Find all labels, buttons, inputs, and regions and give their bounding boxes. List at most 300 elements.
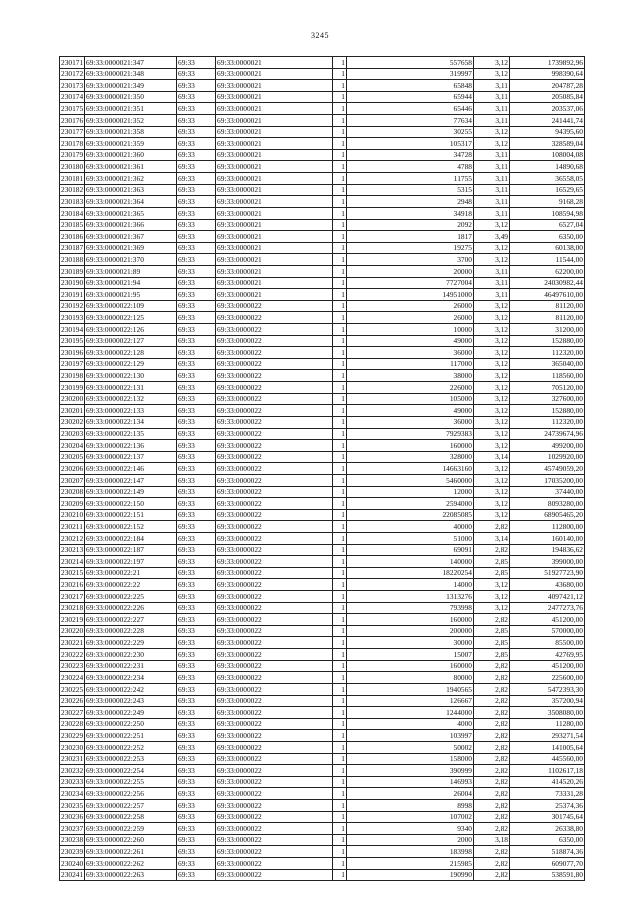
cadastral-number-cell: 69:33:0000022:254 — [85, 765, 177, 777]
object-count-cell: 1 — [333, 602, 347, 614]
object-count-cell: 1 — [333, 428, 347, 440]
specific-value-cell: 3,11 — [474, 149, 510, 161]
cadastral-number-cell: 69:33:0000021:366 — [85, 219, 177, 231]
district-code-cell: 69:33 — [177, 80, 216, 92]
cadastral-number-cell: 69:33:0000021:367 — [85, 231, 177, 243]
cadastral-number-cell: 69:33:0000022:132 — [85, 393, 177, 405]
object-count-cell: 1 — [333, 463, 347, 475]
object-count-cell: 1 — [333, 254, 347, 266]
row-number-cell: 230192 — [61, 301, 84, 311]
specific-value-cell: 3,11 — [474, 173, 510, 185]
table-row — [60, 765, 585, 777]
area-cell: 77634 — [347, 115, 474, 127]
cadastral-value-cell: 60138,00 — [510, 242, 585, 254]
cadastral-number-cell: 69:33:0000022:150 — [85, 498, 177, 510]
table-row — [60, 91, 585, 103]
cadastral-number-cell: 69:33:0000021:349 — [85, 80, 177, 92]
table-row — [60, 614, 585, 626]
cadastral-quarter-cell: 69:33:0000021 — [216, 68, 333, 80]
area-cell: 49000 — [347, 405, 474, 417]
object-count-cell: 1 — [333, 80, 347, 92]
table-row — [60, 474, 585, 486]
cadastral-value-cell: 8093280,00 — [510, 498, 585, 510]
row-number-cell: 230205 — [61, 452, 84, 462]
object-count-cell: 1 — [333, 440, 347, 452]
row-number-cell: 230233 — [61, 777, 84, 787]
district-code-cell: 69:33 — [177, 695, 216, 707]
cadastral-number-cell: 69:33:0000022:230 — [85, 649, 177, 661]
specific-value-cell: 3,12 — [474, 138, 510, 150]
district-code-cell: 69:33 — [177, 312, 216, 324]
object-count-cell: 1 — [333, 207, 347, 219]
cadastral-value-cell: 11544,00 — [510, 254, 585, 266]
object-count-cell: 1 — [333, 741, 347, 753]
district-code-cell: 69:33 — [177, 68, 216, 80]
cadastral-number-cell: 69:33:0000022:147 — [85, 474, 177, 486]
cadastral-quarter-cell: 69:33:0000021 — [216, 254, 333, 266]
area-cell: 14000 — [347, 579, 474, 591]
row-number-cell: 230241 — [61, 870, 84, 880]
cadastral-value-cell: 31200,00 — [510, 324, 585, 336]
cadastral-quarter-cell: 69:33:0000022 — [216, 602, 333, 614]
cadastral-number-cell: 69:33:0000021:95 — [85, 289, 177, 301]
specific-value-cell: 3,12 — [474, 591, 510, 603]
specific-value-cell: 3,12 — [474, 428, 510, 440]
cadastral-quarter-cell: 69:33:0000022 — [216, 846, 333, 858]
object-count-cell: 1 — [333, 858, 347, 870]
district-code-cell: 69:33 — [177, 834, 216, 846]
area-cell: 15007 — [347, 649, 474, 661]
cadastral-quarter-cell: 69:33:0000022 — [216, 741, 333, 753]
specific-value-cell: 3,12 — [474, 300, 510, 312]
area-cell: 2594000 — [347, 498, 474, 510]
cadastral-value-cell: 141005,64 — [510, 741, 585, 753]
area-cell: 2092 — [347, 219, 474, 231]
district-code-cell: 69:33 — [177, 173, 216, 185]
cadastral-quarter-cell: 69:33:0000021 — [216, 57, 333, 69]
specific-value-cell: 2,82 — [474, 788, 510, 800]
cadastral-quarter-cell: 69:33:0000022 — [216, 811, 333, 823]
cadastral-number-cell: 69:33:0000021:359 — [85, 138, 177, 150]
table-row — [60, 347, 585, 359]
table-row — [60, 393, 585, 405]
object-count-cell: 1 — [333, 672, 347, 684]
area-cell: 9340 — [347, 823, 474, 835]
object-count-cell: 1 — [333, 683, 347, 695]
cadastral-quarter-cell: 69:33:0000022 — [216, 567, 333, 579]
cadastral-number-cell: 69:33:0000022:21 — [85, 567, 177, 579]
cadastral-number-cell: 69:33:0000022:187 — [85, 544, 177, 556]
cadastral-number-cell: 69:33:0000021:94 — [85, 277, 177, 289]
area-cell: 49000 — [347, 335, 474, 347]
row-number-cell: 230194 — [61, 324, 84, 334]
specific-value-cell: 3,11 — [474, 103, 510, 115]
cadastral-value-cell: 6350,00 — [510, 834, 585, 846]
area-cell: 18220254 — [347, 567, 474, 579]
cadastral-quarter-cell: 69:33:0000022 — [216, 556, 333, 568]
cadastral-value-cell: 998390,64 — [510, 68, 585, 80]
row-number-cell: 230221 — [61, 638, 84, 648]
area-cell: 105317 — [347, 138, 474, 150]
specific-value-cell: 2,82 — [474, 718, 510, 730]
district-code-cell: 69:33 — [177, 242, 216, 254]
table-row — [60, 486, 585, 498]
area-cell: 4000 — [347, 718, 474, 730]
cadastral-quarter-cell: 69:33:0000022 — [216, 370, 333, 382]
cadastral-quarter-cell: 69:33:0000022 — [216, 393, 333, 405]
specific-value-cell: 3,12 — [474, 358, 510, 370]
table-row — [60, 509, 585, 521]
row-number-cell: 230181 — [61, 173, 84, 183]
district-code-cell: 69:33 — [177, 207, 216, 219]
table-row — [60, 521, 585, 533]
object-count-cell: 1 — [333, 591, 347, 603]
object-count-cell: 1 — [333, 649, 347, 661]
object-count-cell: 1 — [333, 544, 347, 556]
cadastral-quarter-cell: 69:33:0000022 — [216, 649, 333, 661]
table-row — [60, 718, 585, 730]
object-count-cell: 1 — [333, 579, 347, 591]
table-row — [60, 869, 585, 881]
object-count-cell: 1 — [333, 474, 347, 486]
object-count-cell: 1 — [333, 173, 347, 185]
area-cell: 19275 — [347, 242, 474, 254]
area-cell: 1313276 — [347, 591, 474, 603]
area-cell: 2948 — [347, 196, 474, 208]
table-row — [60, 602, 585, 614]
table-row — [60, 161, 585, 173]
area-cell: 390999 — [347, 765, 474, 777]
district-code-cell: 69:33 — [177, 625, 216, 637]
cadastral-number-cell: 69:33:0000021:89 — [85, 265, 177, 277]
specific-value-cell: 2,82 — [474, 672, 510, 684]
cadastral-quarter-cell: 69:33:0000022 — [216, 382, 333, 394]
district-code-cell: 69:33 — [177, 776, 216, 788]
cadastral-number-cell: 69:33:0000022:259 — [85, 823, 177, 835]
cadastral-number-cell: 69:33:0000022:253 — [85, 753, 177, 765]
object-count-cell: 1 — [333, 765, 347, 777]
cadastral-number-cell: 69:33:0000021:365 — [85, 207, 177, 219]
object-count-cell: 1 — [333, 265, 347, 277]
district-code-cell: 69:33 — [177, 463, 216, 475]
cadastral-value-cell: 194836,62 — [510, 544, 585, 556]
cadastral-value-cell: 152880,00 — [510, 335, 585, 347]
cadastral-number-cell: 69:33:0000022:243 — [85, 695, 177, 707]
table-row — [60, 556, 585, 568]
specific-value-cell: 3,12 — [474, 393, 510, 405]
cadastral-quarter-cell: 69:33:0000022 — [216, 707, 333, 719]
cadastral-quarter-cell: 69:33:0000021 — [216, 115, 333, 127]
object-count-cell: 1 — [333, 834, 347, 846]
district-code-cell: 69:33 — [177, 556, 216, 568]
table-row — [60, 231, 585, 243]
cadastral-number-cell: 69:33:0000021:361 — [85, 161, 177, 173]
object-count-cell: 1 — [333, 707, 347, 719]
district-code-cell: 69:33 — [177, 126, 216, 138]
cadastral-number-cell: 69:33:0000022:134 — [85, 416, 177, 428]
district-code-cell: 69:33 — [177, 358, 216, 370]
cadastral-value-cell: 73331,28 — [510, 788, 585, 800]
district-code-cell: 69:33 — [177, 91, 216, 103]
specific-value-cell: 2,85 — [474, 637, 510, 649]
row-number-cell: 230225 — [61, 684, 84, 694]
cadastral-value-cell: 43680,00 — [510, 579, 585, 591]
cadastral-number-cell: 69:33:0000022:151 — [85, 509, 177, 521]
object-count-cell: 1 — [333, 869, 347, 881]
district-code-cell: 69:33 — [177, 718, 216, 730]
object-count-cell: 1 — [333, 335, 347, 347]
cadastral-number-cell: 69:33:0000022:128 — [85, 347, 177, 359]
cadastral-quarter-cell: 69:33:0000021 — [216, 173, 333, 185]
row-number-cell: 230175 — [61, 104, 84, 114]
cadastral-value-cell: 24739674,96 — [510, 428, 585, 440]
specific-value-cell: 3,12 — [474, 416, 510, 428]
cadastral-value-cell: 11280,00 — [510, 718, 585, 730]
specific-value-cell: 3,11 — [474, 265, 510, 277]
area-cell: 65446 — [347, 103, 474, 115]
area-cell: 5460000 — [347, 474, 474, 486]
district-code-cell: 69:33 — [177, 672, 216, 684]
table-row — [60, 741, 585, 753]
district-code-cell: 69:33 — [177, 451, 216, 463]
cadastral-value-cell: 36558,05 — [510, 173, 585, 185]
cadastral-quarter-cell: 69:33:0000022 — [216, 660, 333, 672]
area-cell: 40000 — [347, 521, 474, 533]
specific-value-cell: 3,12 — [474, 242, 510, 254]
table-row — [60, 811, 585, 823]
specific-value-cell: 2,82 — [474, 521, 510, 533]
row-number-cell: 230208 — [61, 487, 84, 497]
specific-value-cell: 3,12 — [474, 312, 510, 324]
table-row — [60, 207, 585, 219]
object-count-cell: 1 — [333, 718, 347, 730]
specific-value-cell: 3,12 — [474, 579, 510, 591]
cadastral-value-cell: 62200,00 — [510, 265, 585, 277]
cadastral-value-cell: 241441,74 — [510, 115, 585, 127]
area-cell: 160000 — [347, 614, 474, 626]
object-count-cell: 1 — [333, 347, 347, 359]
table-row — [60, 219, 585, 231]
row-number-cell: 230197 — [61, 359, 84, 369]
table-row — [60, 683, 585, 695]
row-number-cell: 230187 — [61, 243, 84, 253]
cadastral-quarter-cell: 69:33:0000022 — [216, 788, 333, 800]
cadastral-number-cell: 69:33:0000022:149 — [85, 486, 177, 498]
area-cell: 160000 — [347, 440, 474, 452]
district-code-cell: 69:33 — [177, 57, 216, 69]
area-cell: 2000 — [347, 834, 474, 846]
district-code-cell: 69:33 — [177, 683, 216, 695]
row-number-cell: 230203 — [61, 429, 84, 439]
cadastral-quarter-cell: 69:33:0000022 — [216, 405, 333, 417]
cadastral-number-cell: 69:33:0000022:197 — [85, 556, 177, 568]
specific-value-cell: 3,11 — [474, 161, 510, 173]
area-cell: 117000 — [347, 358, 474, 370]
table-row — [60, 834, 585, 846]
district-code-cell: 69:33 — [177, 184, 216, 196]
cadastral-number-cell: 69:33:0000022:127 — [85, 335, 177, 347]
cadastral-quarter-cell: 69:33:0000022 — [216, 776, 333, 788]
area-cell: 26004 — [347, 788, 474, 800]
cadastral-number-cell: 69:33:0000021:364 — [85, 196, 177, 208]
district-code-cell: 69:33 — [177, 486, 216, 498]
object-count-cell: 1 — [333, 776, 347, 788]
row-number-cell: 230230 — [61, 742, 84, 752]
cadastral-quarter-cell: 69:33:0000022 — [216, 486, 333, 498]
table-row — [60, 753, 585, 765]
district-code-cell: 69:33 — [177, 544, 216, 556]
cadastral-value-cell: 14890,68 — [510, 161, 585, 173]
cadastral-value-cell: 46497610,00 — [510, 289, 585, 301]
area-cell: 34918 — [347, 207, 474, 219]
table-row — [60, 730, 585, 742]
specific-value-cell: 3,12 — [474, 498, 510, 510]
specific-value-cell: 3,12 — [474, 602, 510, 614]
cadastral-value-cell: 17035200,00 — [510, 474, 585, 486]
cadastral-quarter-cell: 69:33:0000022 — [216, 474, 333, 486]
object-count-cell: 1 — [333, 637, 347, 649]
cadastral-value-cell: 451200,00 — [510, 614, 585, 626]
specific-value-cell: 2,82 — [474, 695, 510, 707]
area-cell: 328000 — [347, 451, 474, 463]
cadastral-quarter-cell: 69:33:0000021 — [216, 231, 333, 243]
row-number-cell: 230202 — [61, 417, 84, 427]
specific-value-cell: 2,82 — [474, 823, 510, 835]
cadastral-number-cell: 69:33:0000022:242 — [85, 683, 177, 695]
cadastral-value-cell: 25374,36 — [510, 800, 585, 812]
cadastral-quarter-cell: 69:33:0000022 — [216, 614, 333, 626]
district-code-cell: 69:33 — [177, 416, 216, 428]
specific-value-cell: 3,11 — [474, 196, 510, 208]
object-count-cell: 1 — [333, 358, 347, 370]
object-count-cell: 1 — [333, 823, 347, 835]
cadastral-value-cell: 705120,00 — [510, 382, 585, 394]
row-number-cell: 230214 — [61, 556, 84, 566]
cadastral-quarter-cell: 69:33:0000022 — [216, 672, 333, 684]
specific-value-cell: 3,11 — [474, 115, 510, 127]
area-cell: 1244000 — [347, 707, 474, 719]
row-number-cell: 230218 — [61, 603, 84, 613]
object-count-cell: 1 — [333, 277, 347, 289]
page-number: 3245 — [311, 31, 329, 40]
row-number-cell: 230190 — [61, 278, 84, 288]
area-cell: 8998 — [347, 800, 474, 812]
district-code-cell: 69:33 — [177, 347, 216, 359]
cadastral-value-cell: 1739892,96 — [510, 57, 585, 69]
cadastral-number-cell: 69:33:0000021:358 — [85, 126, 177, 138]
cadastral-number-cell: 69:33:0000022:136 — [85, 440, 177, 452]
object-count-cell: 1 — [333, 753, 347, 765]
cadastral-quarter-cell: 69:33:0000021 — [216, 196, 333, 208]
cadastral-value-cell: 293271,54 — [510, 730, 585, 742]
row-number-cell: 230210 — [61, 510, 84, 520]
cadastral-number-cell: 69:33:0000022:228 — [85, 625, 177, 637]
cadastral-number-cell: 69:33:0000022:263 — [85, 869, 177, 881]
table-row — [60, 637, 585, 649]
cadastral-value-cell: 152880,00 — [510, 405, 585, 417]
cadastral-quarter-cell: 69:33:0000022 — [216, 753, 333, 765]
specific-value-cell: 3,18 — [474, 834, 510, 846]
table-row — [60, 660, 585, 672]
cadastral-quarter-cell: 69:33:0000021 — [216, 184, 333, 196]
table-row — [60, 57, 585, 69]
cadastral-value-cell: 451200,00 — [510, 660, 585, 672]
cadastral-number-cell: 69:33:0000022:251 — [85, 730, 177, 742]
area-cell: 14951000 — [347, 289, 474, 301]
district-code-cell: 69:33 — [177, 707, 216, 719]
object-count-cell: 1 — [333, 242, 347, 254]
specific-value-cell: 2,82 — [474, 683, 510, 695]
row-number-cell: 230231 — [61, 754, 84, 764]
object-count-cell: 1 — [333, 126, 347, 138]
cadastral-value-cell: 1102617,18 — [510, 765, 585, 777]
cadastral-number-cell: 69:33:0000022:129 — [85, 358, 177, 370]
object-count-cell: 1 — [333, 486, 347, 498]
cadastral-value-cell: 445560,00 — [510, 753, 585, 765]
table-row — [60, 300, 585, 312]
district-code-cell: 69:33 — [177, 324, 216, 336]
object-count-cell: 1 — [333, 695, 347, 707]
area-cell: 26000 — [347, 312, 474, 324]
area-cell: 11755 — [347, 173, 474, 185]
row-number-cell: 230222 — [61, 649, 84, 659]
table-row — [60, 579, 585, 591]
cadastral-quarter-cell: 69:33:0000022 — [216, 869, 333, 881]
specific-value-cell: 3,11 — [474, 91, 510, 103]
table-row — [60, 672, 585, 684]
area-cell: 557658 — [347, 57, 474, 69]
specific-value-cell: 2,82 — [474, 776, 510, 788]
area-cell: 69091 — [347, 544, 474, 556]
specific-value-cell: 3,12 — [474, 474, 510, 486]
cadastral-quarter-cell: 69:33:0000022 — [216, 347, 333, 359]
specific-value-cell: 2,82 — [474, 660, 510, 672]
specific-value-cell: 2,82 — [474, 765, 510, 777]
cadastral-quarter-cell: 69:33:0000022 — [216, 591, 333, 603]
cadastral-quarter-cell: 69:33:0000022 — [216, 683, 333, 695]
cadastral-value-cell: 609077,70 — [510, 858, 585, 870]
row-number-cell: 230200 — [61, 394, 84, 404]
specific-value-cell: 3,12 — [474, 382, 510, 394]
cadastral-number-cell: 69:33:0000022:249 — [85, 707, 177, 719]
row-number-cell: 230238 — [61, 835, 84, 845]
district-code-cell: 69:33 — [177, 474, 216, 486]
table-row — [60, 532, 585, 544]
district-code-cell: 69:33 — [177, 811, 216, 823]
cadastral-quarter-cell: 69:33:0000022 — [216, 730, 333, 742]
specific-value-cell: 3,12 — [474, 219, 510, 231]
cadastral-number-cell: 69:33:0000022:225 — [85, 591, 177, 603]
cadastral-quarter-cell: 69:33:0000021 — [216, 265, 333, 277]
area-cell: 26000 — [347, 300, 474, 312]
cadastral-number-cell: 69:33:0000021:362 — [85, 173, 177, 185]
cadastral-value-cell: 4097421,12 — [510, 591, 585, 603]
object-count-cell: 1 — [333, 405, 347, 417]
cadastral-number-cell: 69:33:0000022:126 — [85, 324, 177, 336]
area-cell: 12000 — [347, 486, 474, 498]
cadastral-quarter-cell: 69:33:0000022 — [216, 428, 333, 440]
row-number-cell: 230193 — [61, 313, 84, 322]
cadastral-number-cell: 69:33:0000022:130 — [85, 370, 177, 382]
district-code-cell: 69:33 — [177, 289, 216, 301]
district-code-cell: 69:33 — [177, 532, 216, 544]
cadastral-value-cell: 225600,00 — [510, 672, 585, 684]
cadastral-quarter-cell: 69:33:0000022 — [216, 695, 333, 707]
area-cell: 146993 — [347, 776, 474, 788]
object-count-cell: 1 — [333, 161, 347, 173]
row-number-cell: 230180 — [61, 162, 84, 172]
specific-value-cell: 3,12 — [474, 370, 510, 382]
